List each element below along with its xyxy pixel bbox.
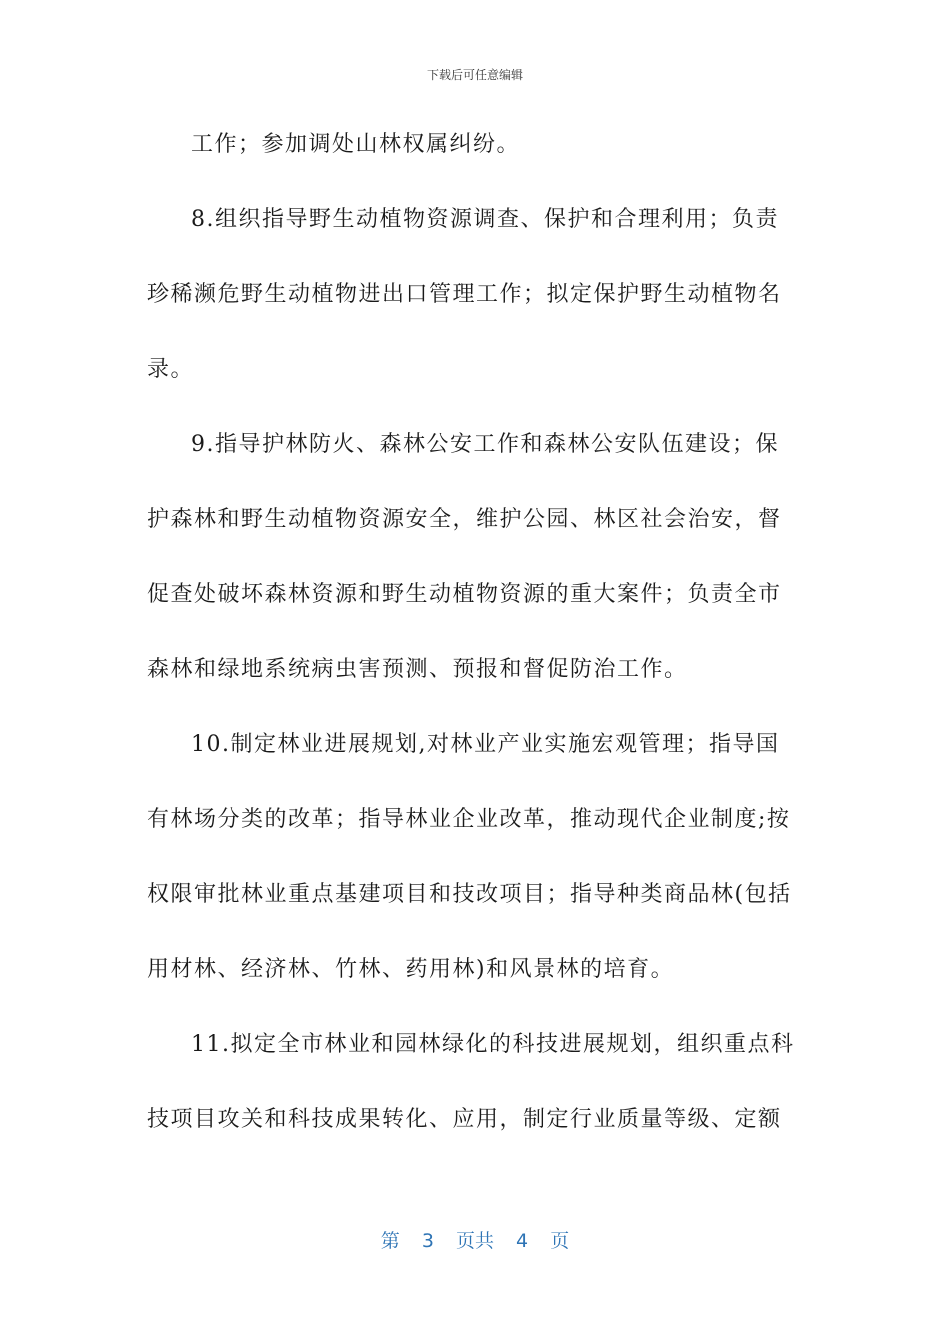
- text-line: 技项目攻关和科技成果转化、应用，制定行业质量等级、定额: [147, 1107, 782, 1132]
- text-line: 护森林和野生动植物资源安全，维护公园、林区社会治安，督: [147, 507, 782, 532]
- text-line: 工作；参加调处山林权属纠纷。: [191, 132, 521, 157]
- text-line: 8.组织指导野生动植物资源调查、保护和合理利用；负责: [191, 207, 779, 232]
- header-note: 下载后可任意编辑: [426, 68, 523, 82]
- text-line: 促查处破坏森林资源和野生动植物资源的重大案件；负责全市: [147, 582, 782, 607]
- page-number: 3: [421, 1230, 434, 1252]
- page-footer: [0, 1226, 950, 1253]
- text-line: 录。: [147, 357, 195, 382]
- total-label: 页共: [455, 1230, 494, 1252]
- text-line: 11.拟定全市林业和园林绿化的科技进展规划，组织重点科: [191, 1032, 795, 1057]
- text-line: 森林和绿地系统病虫害预测、预报和督促防治工作。: [147, 657, 688, 682]
- text-line: 9.指导护林防火、森林公安工作和森林公安队伍建设；保: [191, 432, 779, 457]
- page-suffix: 页: [550, 1230, 570, 1252]
- text-line: 有林场分类的改革；指导林业企业改革，推动现代企业制度;按: [147, 807, 791, 832]
- page-label: 第: [380, 1230, 400, 1252]
- text-line: 用材林、经济林、竹林、药用林)和风景林的培育。: [147, 957, 675, 982]
- text-line: 10.制定林业进展规划,对林业产业实施宏观管理；指导国: [191, 732, 780, 757]
- text-line: 珍稀濒危野生动植物进出口管理工作；拟定保护野生动植物名: [147, 282, 782, 307]
- total-pages: 4: [516, 1230, 529, 1252]
- text-line: 权限审批林业重点基建项目和技改项目；指导种类商品林(包括: [147, 882, 792, 907]
